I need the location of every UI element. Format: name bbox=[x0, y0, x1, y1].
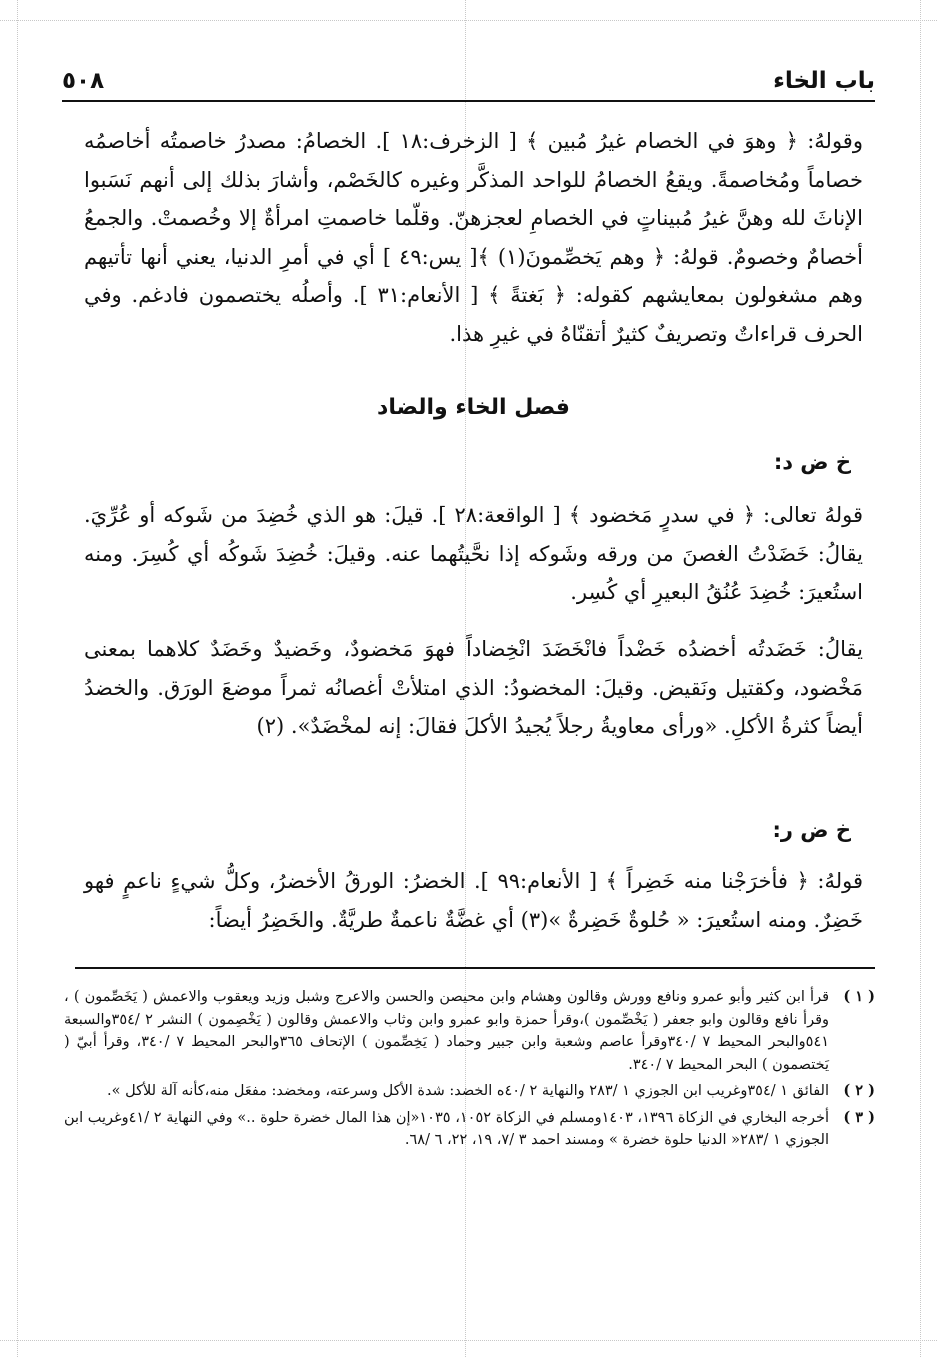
root-entry-khadar: خ ض ر: bbox=[772, 818, 851, 842]
paragraph-khadar bbox=[84, 862, 863, 939]
footnote-number: ( ٣ ) bbox=[843, 1108, 875, 1126]
page-header bbox=[62, 58, 875, 102]
footnote-divider bbox=[75, 967, 875, 969]
footnote-item bbox=[64, 1080, 875, 1103]
footnote-text: الفائق ١ /٣٥٤وغريب ابن الجوزي ١ /٢٨٣ والنهاية ٢ /٤٠ه الخضد: شدة الأكل وسرعته، ومخضد: مفعَل منه،كأنه آلة للأكل ». bbox=[107, 1083, 829, 1099]
footnote-item bbox=[64, 986, 875, 1076]
paragraph-text: قولهُ: ﴿ فأخرَجْنا منه خَضِراً ﴾ [ الأنعام:٩٩ ]. الخضرُ: الورقُ الأخضرُ، وكلُّ شيءٍ ناعمٍ فهو خَضِرٌ. ومنه استُعيرَ: « حُلوةٌ خَضِرةٌ »(٣) أي غضَّةٌ ناعمةٌ طريَّةٌ. والخَضِرُ أيضاً: bbox=[84, 869, 863, 932]
page-number: ٥٠٨ bbox=[62, 68, 105, 94]
footnotes bbox=[64, 986, 875, 1156]
paragraph-khadad-1 bbox=[84, 496, 863, 612]
paragraph-khasama bbox=[84, 122, 863, 353]
paragraph-khadad-2 bbox=[84, 630, 863, 746]
scan-guide-line bbox=[0, 20, 937, 21]
footnote-item bbox=[64, 1107, 875, 1152]
section-heading: فصل الخاء والضاد bbox=[377, 395, 570, 420]
scan-guide-line bbox=[0, 1340, 937, 1341]
scan-guide-line bbox=[920, 0, 921, 1357]
paragraph-text: قولهُ تعالى: ﴿ في سدرٍ مَخضود ﴾ [ الواقعة:٢٨ ]. قيلَ: هو الذي خُضِدَ من شَوكه أو عُرِّيَ. يقالُ: خَضَدْتُ الغصنَ من ورقه وشَوكه إذا نحَّيتُهما عنه. وقيلَ: خُضِدَ شَوكُه أي كُسِرَ. ومنه استُعيرَ: خُضِدَ عُنُقُ البعيرِ أي كُسِر. bbox=[84, 503, 863, 604]
footnote-text: أخرجه البخاري في الزكاة ١٣٩٦، ١٤٠٣ومسلم في الزكاة ١٠٥٢، ١٠٣٥«إن هذا المال خضرة حلوة ..» وفي النهاية ٢ /٤١وغريب ابن الجوزي ١ /٢٨٣« الدنيا حلوة خضرة » ومسند احمد ٣ /٧، ١٩، ٢٢، ٦ /٦٨. bbox=[64, 1109, 830, 1148]
footnote-number: ( ٢ ) bbox=[843, 1082, 875, 1099]
scan-guide-line bbox=[17, 0, 18, 1357]
footnote-number: ( ١ ) bbox=[843, 988, 875, 1005]
paragraph-text: وقولهُ: ﴿ وهوَ في الخصام غيرُ مُبين ﴾ [ الزخرف:١٨ ]. الخصامُ: مصدرُ خاصمتُه أخاصمُه خصاماً ومُخاصمةً. ويقعُ الخصامُ للواحد المذكَّر وغيره كالخَصْم، وأشارَ بذلك إلى أنهم نَسَبوا الإناثَ لله وهنَّ غيرُ مُبيناتٍ في الخصامِ لعجزهنّ. وقلّما خاصمتِ امرأةٌ إلا وخُصمتْ. والجمعُ أخصامٌ وخصومٌ. قولهُ: ﴿ وهم يَخصِّمونَ(١) ﴾[ يس:٤٩ ] أي في أمرِ الدنيا، يعني أنها تأتيهم وهم مشغولون بمعايشهم كقوله: ﴿ بَغتةً ﴾ [ الأنعام:٣١ ]. وأصلُه يختصمون فادغم. وفي الحرف قراءاتٌ وتصريفٌ كثيرٌ أتقنّاهُ في غيرِ هذا. bbox=[84, 129, 864, 346]
root-entry-khadad: خ ض د: bbox=[773, 450, 851, 474]
footnote-text: قرأ ابن كثير وأبو عمرو ونافع وورش وقالون وهشام وابن محيصن والحسن والاعرج وشبل وزيد ويعقوب والاعمش ( يَخَصِّمون ) ، وقرأ نافع وقالون وابو جعفر ( يَخْصِّمون )،وقرأ حمزة وابو عمرو وابن وثاب والاعمش وقالون ( يَخْصِمون ) النشر ٢ /٣٥٤والسبعة ٥٤١والبحر المحيط ٧ /٣٤٠وقرأ عاصم وشعبة وابن جبير وحماد ( يَخِصِّمون ) الإتحاف ٣٦٥والبحر المحيط ٧ /٣٤٠، وقرأ أبيّ ( يَختصمون ) البحر المحيط ٧ /٣٤٠. bbox=[64, 989, 830, 1073]
paragraph-text: يقالُ: خَضَدتُه أخضدُه خَضْداً فانْخَضَدَ انْخِضاداً فهوَ مَخضودٌ، وخَضيدٌ وخَضَدٌ كلاهما بمعنى مَخْضود، وكقتيل ونَقيض. وقيلَ: المخضودُ: الذي امتلأتْ أغصانُه ثمراً موضعَ الورَق. والخضدُ أيضاً كثرةُ الأكلِ. «ورأى معاويةُ رجلاً يُجيدُ الأكلَ فقالَ: إنه لمخْضَدٌ». (٢) bbox=[84, 637, 863, 738]
chapter-title: باب الخاء bbox=[773, 68, 875, 94]
